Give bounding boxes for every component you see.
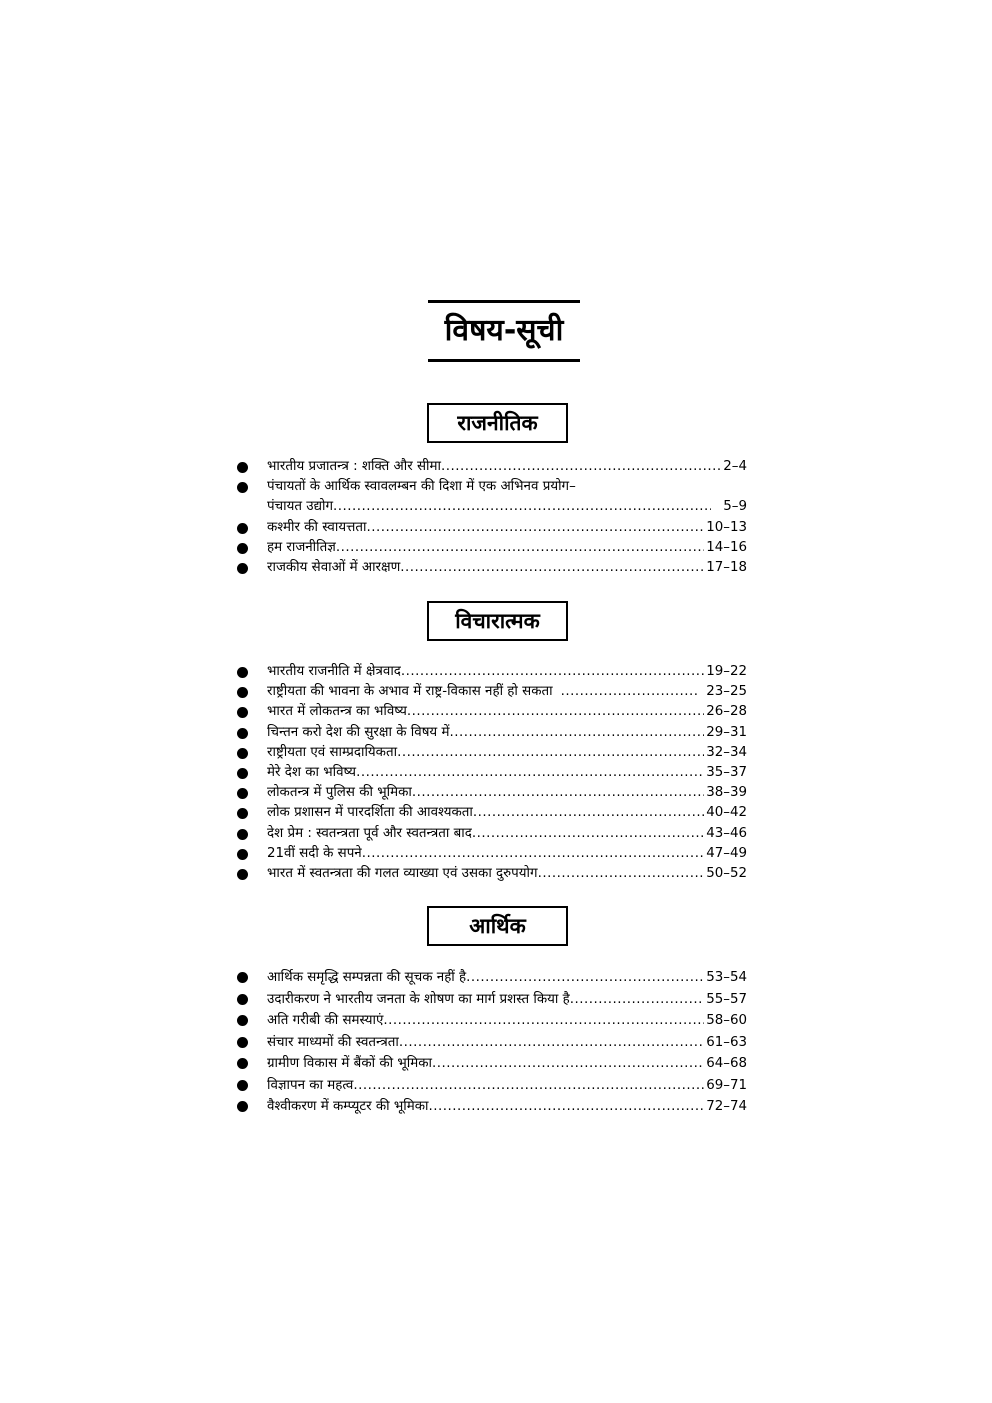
dot-leader	[412, 783, 704, 803]
bullet-icon	[237, 972, 248, 983]
section-heading-label: राजनीतिक	[457, 410, 538, 435]
entry-pages: 53–54	[706, 970, 747, 985]
bullet-icon	[237, 869, 248, 880]
bullet-icon	[237, 1080, 248, 1091]
bullet-icon	[237, 563, 248, 574]
section-heading-vicharatmak	[427, 601, 568, 641]
bullet-icon	[237, 1015, 248, 1026]
dot-leader	[356, 763, 704, 783]
entry-title: लोक प्रशासन में पारदर्शिता की आवश्यकता	[267, 805, 473, 821]
entry-pages: 35–37	[706, 765, 747, 781]
bullet-icon	[237, 523, 248, 534]
bullet-icon	[237, 687, 248, 698]
bullet-icon	[237, 482, 248, 493]
entry-title: उदारीकरण ने भारतीय जनता के शोषण का मार्ग प्रशस्त किया है	[267, 991, 570, 1007]
dot-leader	[429, 1096, 705, 1118]
entry-title: कश्मीर की स्वायत्तता	[267, 519, 367, 535]
entry-pages: 38–39	[706, 785, 747, 801]
dot-leader	[397, 743, 704, 763]
entry-title: भारतीय प्रजातन्त्र : शक्ति और सीमा	[267, 459, 441, 474]
bullet-icon	[237, 788, 248, 799]
dot-leader	[472, 824, 704, 844]
toc-entry[interactable]	[237, 743, 747, 763]
toc-entry[interactable]	[237, 824, 747, 844]
toc-entry[interactable]	[237, 518, 747, 538]
dot-leader	[441, 457, 721, 477]
toc-entry[interactable]	[237, 803, 747, 823]
entry-title-line1: पंचायतों के आर्थिक स्वावलम्बन की दिशा में एक अभिनव प्रयोग–	[267, 479, 576, 495]
toc-entry[interactable]	[237, 1096, 747, 1118]
dot-leader	[353, 1075, 704, 1097]
toc-entry[interactable]	[237, 1010, 747, 1032]
entry-title: लोकतन्त्र में पुलिस की भूमिका	[267, 785, 412, 801]
toc-entry[interactable]	[237, 723, 747, 743]
toc-entry[interactable]	[237, 967, 747, 989]
dot-leader	[336, 538, 704, 558]
dot-leader	[401, 662, 704, 682]
toc-entry[interactable]	[237, 558, 747, 578]
bullet-icon	[237, 543, 248, 554]
section-heading-arthik	[427, 906, 568, 946]
toc-entry[interactable]	[237, 457, 747, 477]
entry-title: संचार माध्यमों की स्वतन्त्रता	[267, 1034, 399, 1050]
entry-pages: 50–52	[706, 866, 747, 882]
entry-pages: 64–68	[706, 1056, 747, 1071]
entry-title: भारत में स्वतन्त्रता की गलत व्याख्या एवं उसका दुरुपयोग	[267, 866, 538, 882]
entry-title: भारत में लोकतन्त्र का भविष्य	[267, 704, 407, 720]
entry-pages: 55–57	[706, 991, 747, 1007]
dot-leader	[538, 864, 705, 884]
dot-leader	[333, 497, 711, 517]
entry-pages: 2–4	[723, 459, 747, 474]
toc-entry[interactable]	[237, 844, 747, 864]
dot-leader	[407, 702, 704, 722]
bullet-icon	[237, 1101, 248, 1112]
dot-leader	[466, 967, 704, 989]
page-title: विषय-सूची	[444, 313, 564, 348]
entry-pages: 69–71	[706, 1077, 747, 1093]
dot-leader	[366, 518, 704, 538]
toc-list-rajnitik	[237, 457, 747, 578]
section-heading-rajnitik	[427, 403, 568, 443]
bullet-icon	[237, 808, 248, 819]
dot-leader	[473, 803, 704, 823]
entry-pages: 23–25	[706, 684, 747, 700]
entry-pages: 19–22	[706, 664, 747, 679]
bullet-icon	[237, 462, 248, 473]
toc-entry[interactable]	[237, 538, 747, 558]
toc-entry[interactable]	[237, 1075, 747, 1097]
entry-title: विज्ञापन का महत्व	[267, 1077, 354, 1093]
bullet-icon	[237, 707, 248, 718]
bullet-icon	[237, 994, 248, 1005]
entry-pages: 10–13	[706, 519, 747, 535]
bullet-icon	[237, 748, 248, 759]
entry-title: भारतीय राजनीति में क्षेत्रवाद	[267, 664, 401, 679]
entry-title: आर्थिक समृद्धि सम्पन्नता की सूचक नहीं है	[267, 970, 467, 985]
entry-pages: 47–49	[706, 845, 747, 861]
toc-entry[interactable]	[237, 1053, 747, 1075]
bullet-icon	[237, 829, 248, 840]
toc-entry[interactable]	[237, 783, 747, 803]
toc-entry[interactable]	[237, 682, 747, 702]
bullet-icon	[237, 1037, 248, 1048]
entry-pages: 32–34	[706, 744, 747, 760]
entry-title: मेरे देश का भविष्य	[267, 765, 357, 781]
entry-pages: 58–60	[706, 1013, 747, 1028]
toc-entry[interactable]	[237, 989, 747, 1011]
entry-title: वैश्वीकरण में कम्प्यूटर की भूमिका	[267, 1099, 429, 1114]
section-heading-label: विचारात्मक	[455, 608, 540, 633]
entry-title: ग्रामीण विकास में बैंकों की भूमिका	[267, 1056, 432, 1071]
bullet-icon	[237, 667, 248, 678]
entry-pages: 72–74	[706, 1099, 747, 1114]
entry-title: देश प्रेम : स्वतन्त्रता पूर्व और स्वतन्त्रता बाद	[267, 825, 472, 841]
dot-leader	[432, 1053, 704, 1075]
dot-leader	[383, 1010, 704, 1032]
entry-title: राष्ट्रीयता एवं साम्प्रदायिकता	[267, 744, 398, 760]
entry-title: राजकीय सेवाओं में आरक्षण	[267, 560, 401, 576]
bullet-icon	[237, 849, 248, 860]
dot-leader	[570, 989, 705, 1011]
dot-leader	[362, 844, 704, 864]
entry-title: राष्ट्रीयता की भावना के अभाव में राष्ट्र-विकास नहीं हो सकता	[267, 684, 553, 700]
title-frame	[428, 300, 580, 362]
toc-entry[interactable]	[237, 763, 747, 783]
entry-title: 21वीं सदी के सपने	[267, 845, 362, 861]
dot-leader	[449, 723, 704, 743]
toc-entry[interactable]	[237, 702, 747, 722]
dot-leader	[399, 1032, 704, 1054]
toc-entry[interactable]	[237, 1032, 747, 1054]
entry-title: अति गरीबी की समस्याएं	[267, 1013, 384, 1028]
entry-pages: 61–63	[706, 1034, 747, 1050]
section-heading-label: आर्थिक	[469, 913, 526, 938]
entry-pages: 26–28	[706, 704, 747, 720]
entry-title: पंचायत उद्योग	[267, 499, 334, 515]
bullet-icon	[237, 728, 248, 739]
toc-entry[interactable]	[237, 662, 747, 682]
dot-leader	[400, 558, 704, 578]
entry-pages: 40–42	[706, 805, 747, 821]
toc-list-vicharatmak	[237, 662, 747, 884]
bullet-icon	[237, 1058, 248, 1069]
dot-leader	[553, 682, 699, 702]
entry-title: हम राजनीतिज्ञ	[267, 539, 336, 555]
entry-title: चिन्तन करो देश की सुरक्षा के विषय में	[267, 724, 450, 740]
entry-pages: 14–16	[706, 539, 747, 555]
entry-pages: 29–31	[706, 724, 747, 740]
entry-pages: 43–46	[706, 825, 747, 841]
entry-pages: 17–18	[706, 560, 747, 576]
toc-entry[interactable]	[237, 864, 747, 884]
toc-list-arthik	[237, 967, 747, 1118]
bullet-icon	[237, 768, 248, 779]
entry-pages: 5–9	[723, 499, 747, 515]
toc-entry[interactable]	[237, 477, 747, 517]
